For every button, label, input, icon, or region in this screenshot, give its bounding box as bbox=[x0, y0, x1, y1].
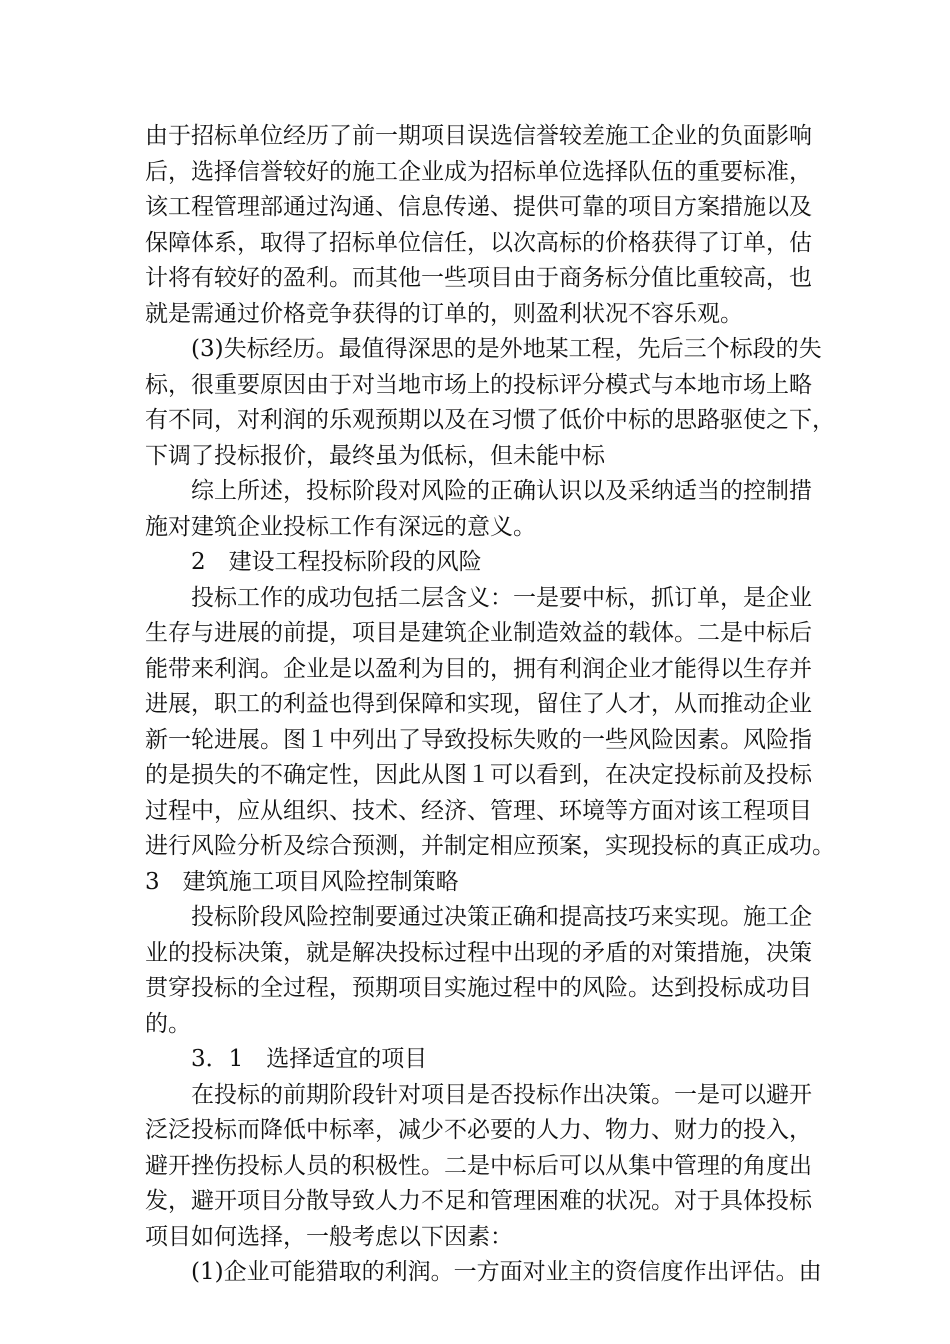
text-line: 业的投标决策，就是解决投标过程中出现的矛盾的对策措施，决策 bbox=[145, 939, 812, 966]
text-line: 避开挫伤投标人员的积极性。二是中标后可以从集中管理的角度出 bbox=[145, 1152, 812, 1179]
text-line: 生存与进展的前提，项目是建筑企业制造效益的载体。二是中标后 bbox=[145, 620, 812, 646]
text-line: 的。 bbox=[145, 1010, 191, 1037]
paragraph-start-line: (1)企业可能猎取的利润。一方面对业主的资信度作出评估。由 bbox=[191, 1259, 822, 1285]
text-line: 保障体系，取得了招标单位信任，以次高标的价格获得了订单，估 bbox=[145, 229, 812, 256]
section-heading-3: 3 建筑施工项目风险控制策略 bbox=[145, 868, 459, 895]
text-line: 进行风险分析及综合预测，并制定相应预案，实现投标的真正成功。 bbox=[145, 833, 835, 859]
text-line: 该工程管理部通过沟通、信息传递、提供可靠的项目方案措施以及 bbox=[145, 194, 812, 220]
text-line: 发，避开项目分散导致人力不足和管理困难的状况。对于具体投标 bbox=[145, 1188, 812, 1214]
text-line: 进展，职工的利益也得到保障和实现，留住了人才，从而推动企业 bbox=[145, 691, 812, 717]
text-line: 后，选择信誉较好的施工企业成为招标单位选择队伍的重要标准， bbox=[145, 158, 812, 185]
text-line: 就是需通过价格竞争获得的订单的，则盈利状况不容乐观。 bbox=[145, 300, 743, 327]
paragraph-start-line: 综上所述，投标阶段对风险的正确认识以及采纳适当的控制措 bbox=[191, 478, 812, 504]
body-text bbox=[145, 119, 835, 1291]
paragraph-start-line: 在投标的前期阶段针对项目是否投标作出决策。一是可以避开 bbox=[191, 1081, 812, 1108]
paragraph-start-line: 投标工作的成功包括二层含义：一是要中标，抓订单，是企业 bbox=[191, 584, 812, 611]
subsection-heading-3-1: 3．1 选择适宜的项目 bbox=[191, 1046, 428, 1072]
text-line: 标，很重要原因由于对当地市场上的投标评分模式与本地市场上略 bbox=[145, 371, 812, 398]
text-line: 新一轮进展。图１中列出了导致投标失败的一些风险因素。风险指 bbox=[145, 726, 812, 753]
text-line: 过程中，应从组织、技术、经济、管理、环境等方面对该工程项目 bbox=[145, 797, 812, 824]
text-line: 施对建筑企业投标工作有深远的意义。 bbox=[145, 513, 536, 540]
text-line: 由于招标单位经历了前一期项目误选信誉较差施工企业的负面影响 bbox=[145, 123, 812, 149]
text-line: 项目如何选择，一般考虑以下因素： bbox=[145, 1223, 513, 1250]
paragraph-start-line: 投标阶段风险控制要通过决策正确和提高技巧来实现。施工企 bbox=[191, 904, 812, 930]
text-line: 贯穿投标的全过程，预期项目实施过程中的风险。达到投标成功目 bbox=[145, 975, 812, 1001]
text-line: 的是损失的不确定性，因此从图１可以看到，在决定投标前及投标 bbox=[145, 762, 812, 788]
section-heading-2: 2 建设工程投标阶段的风险 bbox=[191, 549, 482, 575]
text-line: 下调了投标报价，最终虽为低标，但未能中标 bbox=[145, 442, 605, 469]
text-line: 计将有较好的盈利。而其他一些项目由于商务标分值比重较高，也 bbox=[145, 265, 812, 291]
text-line: 有不同，对利润的乐观预期以及在习惯了低价中标的思路驱使之下， bbox=[145, 407, 835, 433]
text-line: 能带来利润。企业是以盈利为目的，拥有利润企业才能得以生存并 bbox=[145, 655, 812, 682]
text-line: 泛泛投标而降低中标率，减少不必要的人力、物力、财力的投入， bbox=[145, 1117, 812, 1143]
paragraph-start-line: (3)失标经历。最值得深思的是外地某工程，先后三个标段的失 bbox=[191, 336, 822, 362]
